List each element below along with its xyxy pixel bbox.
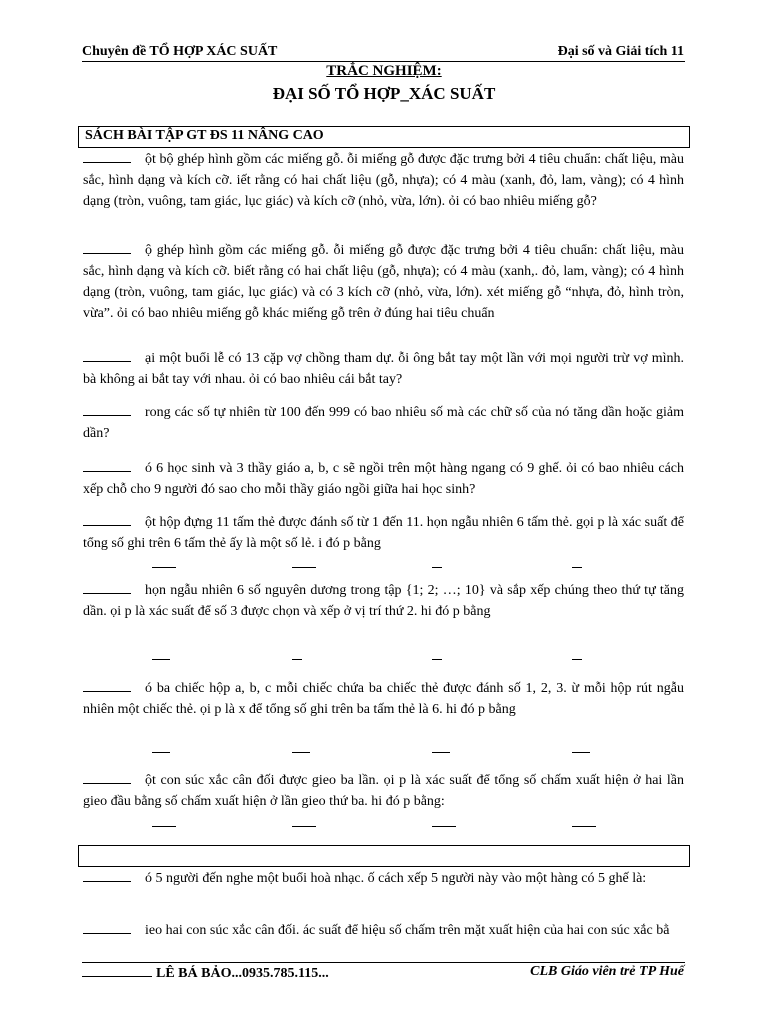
header-right: Đại số và Giải tích 11 <box>557 44 684 59</box>
option-c <box>432 752 450 753</box>
footer-right: CLB Giáo viên trẻ TP Huế <box>530 964 684 979</box>
answer-options-8 <box>152 752 612 764</box>
option-c <box>432 826 456 827</box>
answer-blank <box>83 869 131 882</box>
answer-blank <box>83 581 131 594</box>
answer-blank <box>83 771 131 784</box>
option-a <box>152 826 176 827</box>
question-7 <box>83 580 684 622</box>
section-box <box>78 126 690 148</box>
footer-left-text: LÊ BÁ BẢO...0935.785.115... <box>156 966 329 981</box>
question-5 <box>83 458 684 500</box>
section-box-empty <box>78 845 690 867</box>
option-c <box>432 567 442 568</box>
option-a <box>152 659 170 660</box>
question-text: ó 6 học sinh và 3 thầy giáo a, b, c sẽ ngồi trên một hàng ngang có 9 ghế. ỏi có bao nhiêu cách xếp chỗ cho 9 người đó sao cho mỗi thầy giáo ngồi giữa hai học sinh? <box>83 461 684 497</box>
question-text: ó ba chiếc hộp a, b, c mỗi chiếc chứa ba chiếc thẻ được đánh số 1, 2, 3. ừ mỗi hộp rút ngẫu nhiên một chiếc thẻ. ọi p là x để tổng số ghi trên ba tấm thẻ là 6. hi đó p bằng <box>83 681 684 717</box>
title-line1: TRẮC NGHIỆM: <box>326 63 442 79</box>
header-rule <box>82 61 685 62</box>
footer-blank <box>82 964 152 977</box>
header-left: Chuyên đề TỔ HỢP XÁC SUẤT <box>82 44 278 59</box>
question-text: ó 5 người đến nghe một buổi hoà nhạc. ố cách xếp 5 người này vào một hàng có 5 ghế là: <box>145 871 647 886</box>
answer-blank <box>83 150 131 163</box>
answer-options-9 <box>152 826 612 838</box>
option-a <box>152 567 176 568</box>
section-label: SÁCH BÀI TẬP GT ĐS 11 NÂNG CAO <box>85 128 324 143</box>
option-d <box>572 567 582 568</box>
question-2 <box>83 240 684 324</box>
question-text: ieo hai con súc xắc cân đối. ác suất để hiệu số chấm trên mặt xuất hiện của hai con súc xắc bằ <box>145 923 670 938</box>
question-4 <box>83 402 684 444</box>
question-text: ột bộ ghép hình gồm các miếng gỗ. ỗi miếng gỗ được đặc trưng bởi 4 tiêu chuẩn: chất liệu, màu sắc, hình dạng và kích cỡ. iết rằng có hai chất liệu (gỗ, nhựa); có 4 màu (xanh, đỏ, lam, vàng); có 4 hình dạng (tròn, vuông, tam giác, lục giác) và kích cỡ (nhỏ, vừa, lớn). ỏi có bao nhiêu miếng gỗ? <box>83 152 684 209</box>
answer-options-7 <box>152 659 612 671</box>
footer-left <box>82 964 329 982</box>
question-text: ại một buổi lễ có 13 cặp vợ chồng tham dự. ỗi ông bắt tay một lần với mọi người trừ vợ mình. bà không ai bắt tay với nhau. ỏi có bao nhiêu cái bắt tay? <box>83 351 684 387</box>
answer-blank <box>83 241 131 254</box>
answer-blank <box>83 679 131 692</box>
option-b <box>292 826 316 827</box>
option-b <box>292 659 302 660</box>
answer-options-6 <box>152 567 612 579</box>
question-text: ộ ghép hình gồm các miếng gỗ. ỗi miếng gỗ được đặc trưng bởi 4 tiêu chuẩn: chất liệu, màu sắc, hình dạng và kích cỡ. biết rằng có hai chất liệu (gỗ, nhựa); có 4 màu (xanh,. đỏ, lam, vàng); có 4 hình dạng (tròn, vuông, tam giác, lục giác) và có 3 kích cỡ (nhỏ, vừa, lớn). xét miếng gỗ “nhựa, đỏ, hình tròn, vừa”. ỏi có bao nhiêu miếng gỗ khác miếng gỗ trên ở đúng hai tiêu chuẩn <box>83 243 684 321</box>
footer-rule <box>82 962 685 963</box>
question-text: rong các số tự nhiên từ 100 đến 999 có bao nhiêu số mà các chữ số của nó tăng dần hoặc giảm dần? <box>83 405 684 441</box>
option-b <box>292 567 316 568</box>
option-a <box>152 752 170 753</box>
question-11 <box>83 920 684 941</box>
option-c <box>432 659 442 660</box>
option-b <box>292 752 310 753</box>
question-text: họn ngẫu nhiên 6 số nguyên dương trong tập {1; 2; …; 10} và sắp xếp chúng theo thứ tự tăng dần. ọi p là xác suất để số 3 được chọn và xếp ở vị trí thứ 2. hi đó p bằng <box>83 583 684 619</box>
question-3 <box>83 348 684 390</box>
answer-blank <box>83 921 131 934</box>
question-8 <box>83 678 684 720</box>
answer-blank <box>83 403 131 416</box>
answer-blank <box>83 349 131 362</box>
question-1 <box>83 149 684 212</box>
option-d <box>572 826 596 827</box>
answer-blank <box>83 513 131 526</box>
question-6 <box>83 512 684 554</box>
question-text: ột con súc xắc cân đối được gieo ba lần. ọi p là xác suất để tổng số chấm xuất hiện ở hai lần gieo đầu bằng số chấm xuất hiện ở lần gieo thứ ba. hi đó p bằng: <box>83 773 684 809</box>
answer-blank <box>83 459 131 472</box>
question-text: ột hộp đựng 11 tấm thẻ được đánh số từ 1 đến 11. họn ngẫu nhiên 6 tấm thẻ. gọi p là xác suất để tổng số ghi trên 6 tấm thẻ ấy là một số lẻ. i đó p bằng <box>83 515 684 551</box>
option-d <box>572 752 590 753</box>
question-9 <box>83 770 684 812</box>
question-10 <box>83 868 684 889</box>
option-d <box>572 659 582 660</box>
title-line2: ĐẠI SỐ TỔ HỢP_XÁC SUẤT <box>272 84 496 103</box>
